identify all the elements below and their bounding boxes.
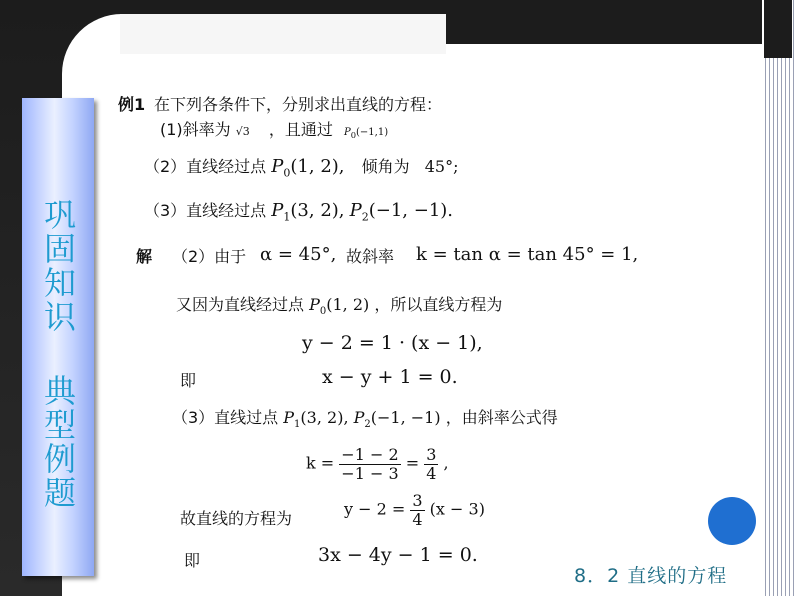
top-right-dark-strip: [446, 14, 762, 44]
example-label: 例1: [118, 95, 146, 114]
right-dark-block: [764, 0, 792, 58]
k-equation: k = tan α = tan 45° = 1,: [416, 244, 639, 265]
condition-3: [144, 198, 453, 224]
step3-intro-line: （3）直线过点 $P_1(3$, 2), $P_2(-1$, −1) ，由斜率公式得: [172, 408, 558, 431]
k-result-fraction: $\frac{3}{4}$: [426, 445, 437, 483]
blue-circle-decoration: [708, 497, 756, 545]
sidebar-title: 巩固知识 典型例题: [39, 198, 77, 510]
equation-3: y − 2 = $\frac{3}{4}$ (x − 3): [344, 491, 485, 529]
right-striped-border: [762, 0, 794, 596]
cond3-p2: $P_2(-1$, −1).: [349, 200, 454, 224]
cond1-mid: ，且通过: [268, 120, 333, 139]
eq3-fraction: $\frac{3}{4}$: [412, 491, 423, 529]
line-eq-intro: 故直线的方程为: [180, 509, 293, 528]
cond3-p1: $P_1(3$, 2),: [271, 200, 345, 224]
top-light-strip: [120, 14, 446, 54]
ie-label-1: 即: [180, 371, 197, 390]
cond2-text: （2）直线经过点: [144, 157, 267, 176]
cond1-text: (1)斜率为: [160, 120, 231, 139]
k-fraction: $\frac{-1 - 2}{-1 - 3}$: [341, 445, 399, 483]
cond1-sqrt: √3: [235, 125, 250, 138]
equation-2: x − y + 1 = 0.: [322, 366, 458, 388]
step3-p2: $P_2(-1$, −1): [353, 408, 441, 431]
equation-1: y − 2 = 1 · (x − 1),: [302, 332, 483, 354]
example-intro: 在下列各条件下，分别求出直线的方程：: [154, 95, 443, 114]
line-through-point: $P_0(1$, 2): [309, 295, 370, 318]
step2-intro: （2）由于: [172, 247, 247, 266]
step3-p1: $P_1(3$, 2),: [283, 408, 349, 431]
cond2-angle: 45°;: [424, 157, 459, 176]
equation-4: 3x − 4y − 1 = 0.: [318, 544, 478, 566]
cond3-text: （3）直线经过点: [144, 201, 267, 220]
cond1-point: $P_0(-1,1)$: [343, 127, 389, 140]
cond2-angle-label: 倾角为: [361, 157, 410, 176]
k-fraction-equation: k = $\frac{-1 - 2}{-1 - 3}$ = $\frac{3}{4}$ ,: [306, 445, 449, 483]
cond2-point: $P_0(1$, 2),: [271, 156, 345, 180]
condition-2: [144, 154, 458, 180]
line-through-text: 又因为直线经过点 $P_0(1$, 2) ，所以直线方程为: [176, 295, 503, 318]
alpha-equation: α = 45°,: [260, 244, 337, 265]
condition-1: [160, 117, 388, 140]
solution-label: 解: [136, 247, 153, 266]
slope-label: 故斜率: [346, 247, 395, 266]
section-footer: 8．2 直线的方程: [574, 565, 728, 587]
ie-label-2: 即: [184, 551, 201, 570]
